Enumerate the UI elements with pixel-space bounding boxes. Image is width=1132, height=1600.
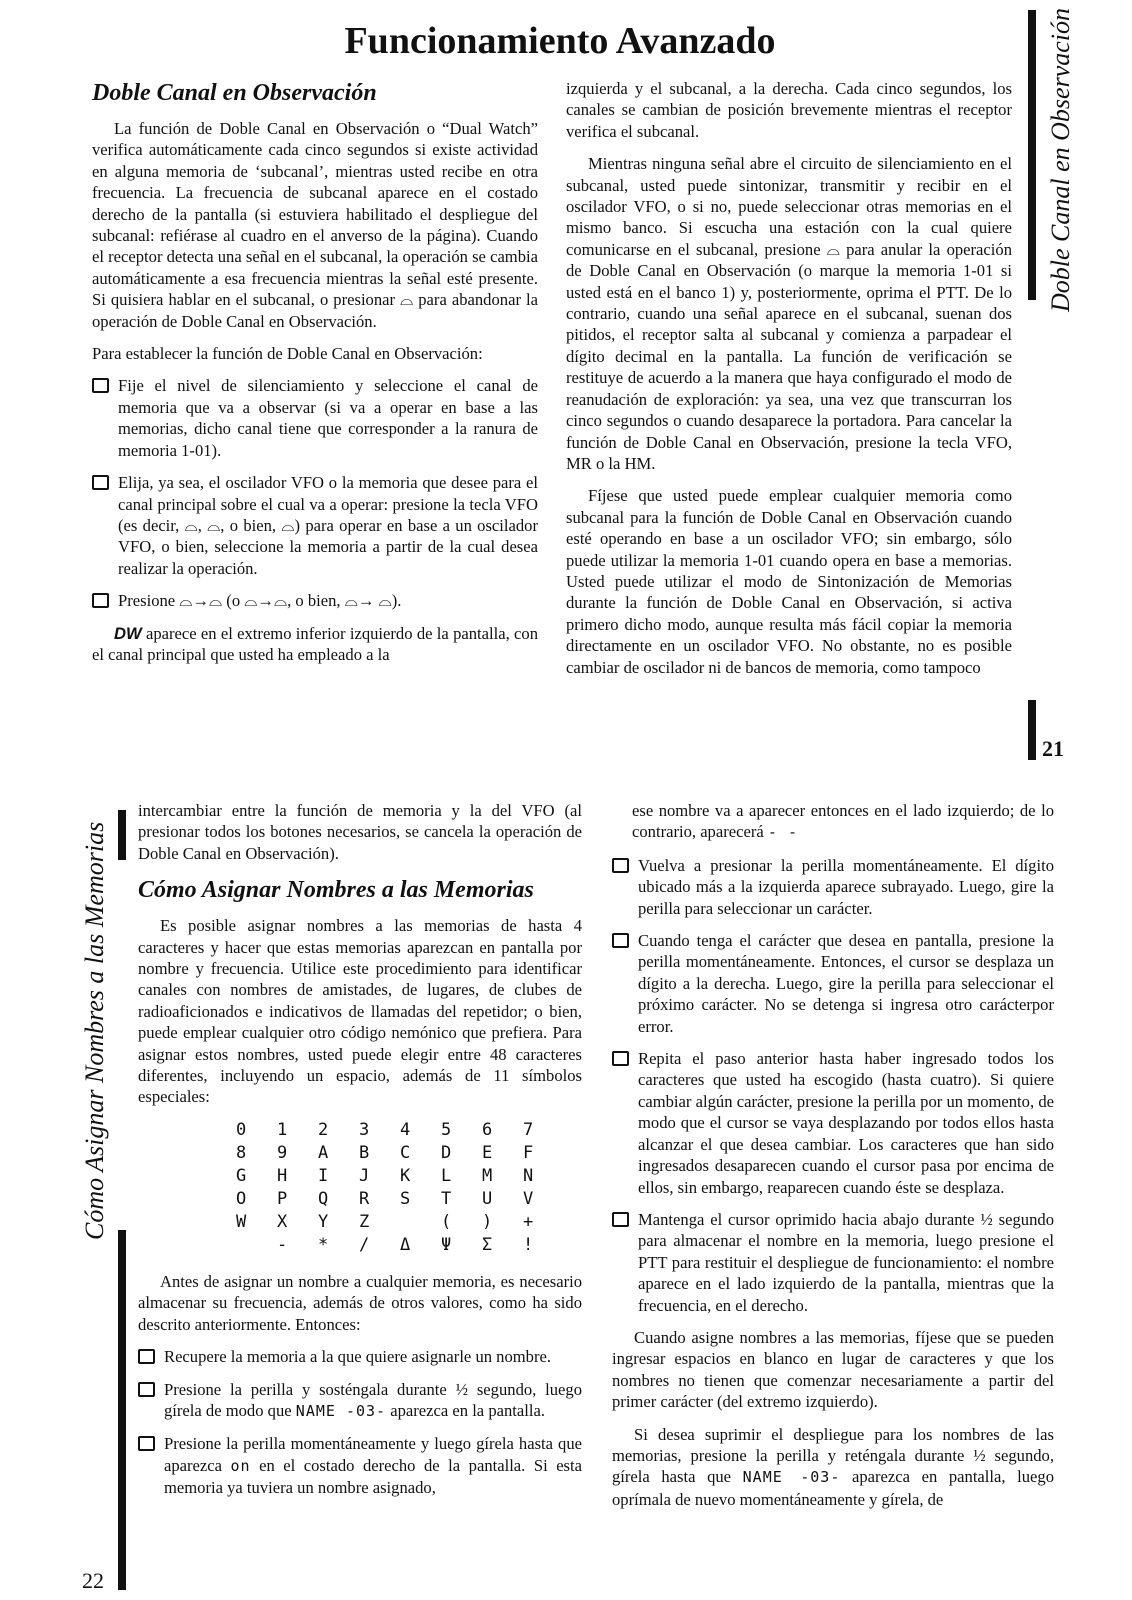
character-cell: Σ — [482, 1234, 493, 1255]
step-item — [612, 855, 1054, 919]
character-cell: 9 — [277, 1142, 288, 1163]
character-cell: Ψ — [441, 1234, 452, 1255]
step-text-part: en el costado derecho de la pantalla. Si esta memoria ya tuviera un nombre asignado, — [164, 1455, 582, 1498]
paragraph-text: aparece en el extremo inferior izquierdo de la pantalla, con el canal principal que usted ha empleado a la — [92, 623, 538, 664]
character-row — [236, 1119, 582, 1142]
step-text: Cuando tenga el carácter que desea en pantalla, presione la perilla momentáneamente. Entonces, el cursor se desplaza un dígito a la derecha. Luego, gire la perilla para seleccionar el próximo carácter. No se detenga si ingresa otro carácterpor error. — [638, 931, 1054, 1036]
paragraph — [612, 800, 1054, 844]
checkbox-icon — [612, 858, 629, 873]
lcd-readout: on — [230, 1456, 251, 1475]
paragraph: intercambiar entre la función de memoria y la del VFO (al presionar todos los botones necesarios, se cancela la operación de Doble Canal en Observación). — [138, 801, 582, 863]
step-item — [612, 1048, 1054, 1198]
checkbox-icon — [138, 1349, 155, 1364]
character-cell: T — [441, 1188, 452, 1209]
step-text: Presione ⌓→⌓ (o ⌓→⌓, o bien, ⌓→ ⌓). — [118, 591, 402, 611]
character-cell: R — [359, 1188, 370, 1209]
paragraph: Para establecer la función de Doble Canal en Observación: — [92, 344, 483, 364]
character-cell — [400, 1211, 441, 1234]
character-cell: N — [523, 1165, 534, 1186]
character-cell: + — [523, 1211, 534, 1232]
step-item — [138, 1433, 582, 1498]
paragraph: Es posible asignar nombres a las memorias de hasta 4 caracteres y hacer que estas memorias aparezcan en pantalla por nombre y frecuencia. Utilice este procedimiento para identificar canales con nombres de amistades, de lugares, de clubes de radioaficionados e indicativos de llamadas del repetidor; o bien, puede emplear cualquier otro código nemónico que prefiera. Para asignar estos nombres, usted puede elegir entre 48 caracteres diferentes, incluyendo un espacio, además de 11 símbolos especiales: — [138, 916, 582, 1107]
step-text: Recupere la memoria a la que quiere asignarle un nombre. — [164, 1347, 552, 1367]
character-cell: 5 — [441, 1119, 452, 1140]
step-text — [164, 1379, 582, 1423]
side-bar — [118, 1230, 126, 1590]
character-cell: ! — [523, 1234, 534, 1255]
checkbox-icon — [612, 1051, 629, 1066]
step-text: Mantenga el cursor oprimido hacia abajo durante ½ segundo para almacenar el nombre en la memoria, luego presione el PTT para restituir el despliegue de funcionamiento: el nombre aparece en el lado izquierdo de la pantalla, mientras que la frecuencia, en el derecho. — [638, 1209, 1054, 1315]
character-cell: E — [482, 1142, 493, 1163]
step-item — [138, 1346, 582, 1367]
step-text: Elija, ya sea, el oscilador VFO o la memoria que desee para el canal principal sobre el cual va a operar: presione la tecla VFO (es decir, ⌓, ⌓, o bien, ⌓) para operar en base a un oscilador VFO, o bien, seleccione la memoria a partir de la cual desea realizar la operación. — [118, 473, 538, 578]
checkbox-icon — [612, 1212, 629, 1227]
character-cell: O — [236, 1188, 247, 1209]
step-text-part: Presione la perilla y sosténgala durante ½ segundo, luego gírela de modo que — [164, 1379, 582, 1420]
character-cell: 3 — [359, 1119, 370, 1140]
character-cell: Q — [318, 1188, 329, 1209]
character-cell: 1 — [277, 1119, 288, 1140]
character-cell: 2 — [318, 1119, 329, 1140]
step-text — [164, 1433, 582, 1498]
paragraph-text: ese nombre va a aparecer entonces en el lado izquierdo; de lo contrario, aparecerá — [632, 801, 1054, 842]
character-cell: P — [277, 1188, 288, 1209]
character-cell: U — [482, 1188, 493, 1209]
checkbox-icon — [92, 378, 109, 393]
side-bar — [1028, 700, 1036, 760]
character-cell: / — [359, 1234, 370, 1255]
character-cell — [236, 1234, 277, 1257]
character-cell: C — [400, 1142, 411, 1163]
side-bar — [1028, 10, 1036, 300]
checkbox-icon — [138, 1382, 155, 1397]
step-text: Repita el paso anterior hasta haber ingresado todos los caracteres que usted ha escogido (hasta cuatro). Si quiere cambiar algún carácter, presione la perilla por un momento, de modo que el cursor se vaya desplazando por todos ellos hasta alcanzar el que desea cambiar. Los caracteres que han sido ingresados desaparecen cuando el cursor pasa por encima de ellos, sin embargo, reaparecen cuando éste se desplaza. — [638, 1049, 1054, 1197]
section-heading: Doble Canal en Observación — [92, 80, 377, 106]
checkbox-icon — [92, 593, 109, 608]
paragraph-text: aparezca en pantalla, luego oprímala de nuevo momentáneamente y gírela, de — [612, 1467, 1054, 1509]
character-cell: 7 — [523, 1119, 534, 1140]
character-cell: Δ — [400, 1234, 411, 1255]
left-column — [92, 78, 538, 676]
character-row — [236, 1165, 582, 1188]
page-21 — [0, 0, 1132, 790]
character-cell: Y — [318, 1211, 329, 1232]
character-cell: B — [359, 1142, 370, 1163]
page-number: 22 — [82, 1568, 104, 1593]
character-cell: G — [236, 1165, 247, 1186]
character-table — [236, 1119, 582, 1257]
character-cell: F — [523, 1142, 534, 1163]
character-cell: H — [277, 1165, 288, 1186]
side-bar — [118, 810, 126, 860]
character-cell: M — [482, 1165, 493, 1186]
paragraph — [612, 1424, 1054, 1511]
character-cell: - — [277, 1234, 288, 1255]
character-cell: L — [441, 1165, 452, 1186]
checkbox-icon — [138, 1436, 155, 1451]
lcd-readout: NAME -03- — [742, 1468, 841, 1487]
character-cell: 6 — [482, 1119, 493, 1140]
step-text: Vuelva a presionar la perilla momentáneamente. El dígito ubicado más a la izquierda aparece subrayado. Luego, gire la perilla para seleccionar un carácter. — [638, 855, 1054, 918]
side-title: Cómo Asignar Nombres a las Memorias — [80, 821, 109, 1240]
character-cell: Z — [359, 1211, 370, 1232]
paragraph: Cuando asigne nombres a las memorias, fíjese que se pueden ingresar espacios en blanco en lugar de caracteres y que los nombres no tienen que comenzar necesariamente a partir del primer carácter (del extremo izquierdo). — [612, 1327, 1054, 1412]
step-text-part: aparezca en la pantalla. — [386, 1400, 545, 1420]
character-cell: D — [441, 1142, 452, 1163]
lcd-readout: NAME -03- — [295, 1401, 387, 1420]
step-item — [138, 1379, 582, 1423]
right-column — [566, 78, 1012, 689]
paragraph: Fíjese que usted puede emplear cualquier memoria como subcanal para la función de Doble Canal en Observación cuando esté operando en base a un oscilador VFO; sin embargo, sólo puede utilizar la memoria 1-01 cuando opera en base a memorias. Usted puede utilizar el modo de Sintonización de Memorias durante la función de Doble Canal en Observación, si activa primero dicho modo, aunque resulta más fácil copiar la memoria directamente en un oscilador VFO. No obstante, no es posible cambiar de oscilador ni de bancos de memoria, como tampoco — [566, 486, 1012, 677]
character-cell: 8 — [236, 1142, 247, 1163]
character-cell: K — [400, 1165, 411, 1186]
character-cell: V — [523, 1188, 534, 1209]
section-heading: Cómo Asignar Nombres a las Memorias — [138, 877, 534, 904]
step-text-part: Presione la perilla momentáneamente y luego gírela hasta que aparezca — [164, 1434, 582, 1475]
page-title: Funcionamiento Avanzado — [344, 20, 776, 62]
paragraph: Mientras ninguna señal abre el circuito de silenciamiento en el subcanal, usted puede sintonizar, transmitir y recibir en el oscilador VFO, o si no, puede seleccionar otras memorias en el mismo banco. Si escucha una estación con la cual quiere comunicarse en el subcanal, presione ⌓ para anular la operación de Doble Canal en Observación (o marque la memoria 1-01 si usted está en el banco 1) y, posteriormente, oprima el PTT. De lo contrario, cuando una señal aparece en el subcanal, suenan dos pitidos, el receptor salta al subcanal y comienza a parpadear el dígito decimal en la pantalla. La función de verificación se restituye de acuerdo a la manera que haya configurado el modo de reanudación de exploración: ya sea, una vez que transcurran los cinco segundos o cuando desaparece la portadora. Para cancelar la función de Doble Canal en Observación, presione la tecla VFO, MR o la HM. — [566, 154, 1012, 473]
paragraph: izquierda y el subcanal, a la derecha. Cada cinco segundos, los canales se cambian de posición brevemente mientras el receptor verifica el subcanal. — [566, 79, 1012, 141]
side-title: Doble Canal en Observación — [1046, 7, 1075, 312]
right-column — [612, 800, 1054, 1521]
character-cell: J — [359, 1165, 370, 1186]
step-item — [612, 930, 1054, 1037]
character-cell: 4 — [400, 1119, 411, 1140]
character-cell: S — [400, 1188, 411, 1209]
character-cell: ( — [441, 1211, 452, 1232]
character-row — [236, 1234, 582, 1257]
paragraph: Antes de asignar un nombre a cualquier memoria, es necesario almacenar su frecuencia, además de otros valores, como ha sido descrito anteriormente. Entonces: — [138, 1271, 582, 1334]
character-row — [236, 1188, 582, 1211]
character-cell: A — [318, 1142, 329, 1163]
step-item — [92, 590, 538, 611]
left-column — [138, 800, 582, 1510]
character-cell: * — [318, 1234, 329, 1255]
checkbox-icon — [612, 933, 629, 948]
page-22 — [0, 790, 1132, 1600]
checkbox-icon — [92, 475, 109, 490]
step-text: Fije el nivel de silenciamiento y seleccione el canal de memoria que va a observar (si va a operar en base a las memorias, dicho canal tiene que corresponder a la ranura de memoria 1-01). — [118, 376, 538, 460]
page-number: 21 — [1042, 736, 1064, 761]
character-row — [236, 1211, 582, 1234]
character-cell: 0 — [236, 1119, 247, 1140]
character-row — [236, 1142, 582, 1165]
step-item — [92, 375, 538, 461]
step-item — [612, 1209, 1054, 1316]
paragraph — [92, 623, 538, 666]
character-cell: ) — [482, 1211, 493, 1232]
character-cell: W — [236, 1211, 247, 1232]
character-cell: I — [318, 1165, 329, 1186]
step-item — [92, 472, 538, 579]
paragraph-text: Si desea suprimir el despliegue para los nombres de las memorias, presione la perilla y reténgala durante ½ segundo, gírela hasta que — [612, 1424, 1054, 1487]
dw-label: DW — [114, 623, 142, 643]
character-cell: X — [277, 1211, 288, 1232]
paragraph: La función de Doble Canal en Observación o “Dual Watch” verifica automáticamente cada cinco segundos si existe actividad en alguna memoria de ‘subcanal’, mientras usted recibe en otra frecuencia. La frecuencia de subcanal aparece en el costado derecho de la pantalla (si estuviera habilitado el despliegue del subcanal: refiérase al cuadro en el anverso de la página). Cuando el receptor detecta una señal en el subcanal, la operación se cambia automáticamente a esa frecuencia mientras la señal esté presente. Si quisiera hablar en el subcanal, o presionar ⌓ para abandonar la operación de Doble Canal en Observación. — [92, 119, 538, 331]
lcd-readout: - - — [767, 823, 798, 842]
